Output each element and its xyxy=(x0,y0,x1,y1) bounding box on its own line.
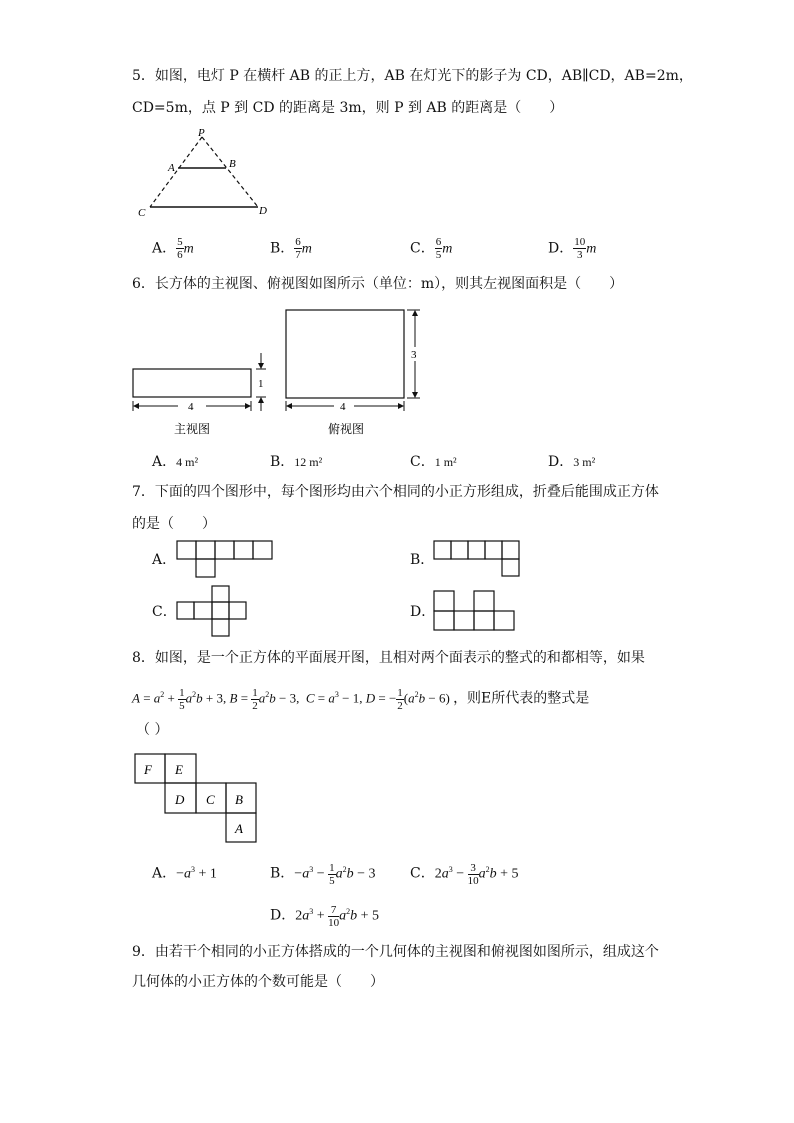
q5-label-p: P xyxy=(198,127,205,139)
q6-option-a[interactable]: A．4 m² xyxy=(152,454,199,470)
q8-face-d: D xyxy=(175,792,185,807)
q8-face-b: B xyxy=(235,792,243,807)
q8-option-b[interactable]: B．$-a^3$ − $\frac{1}{5}$ $a^2b - 3$ xyxy=(270,861,376,887)
q8-option-d[interactable]: D．$2a^3$ + $\frac{7}{10}$ $a^2b + 5$ xyxy=(270,903,380,929)
q8-option-c[interactable]: C．$2a^3$ − $\frac{3}{10}$ $a^2b + 5$ xyxy=(410,861,519,887)
q7-option-c[interactable]: C． xyxy=(152,604,177,620)
q7-net-c xyxy=(176,585,250,639)
q7-net-a xyxy=(176,540,274,580)
q7-option-b[interactable]: B． xyxy=(410,552,435,568)
q6-line1: 6．长方体的主视图、俯视图如图所示（单位：m），则其左视图面积是（ ） xyxy=(132,276,624,292)
q5-label-b: B xyxy=(229,158,236,170)
q8-line3: （ ） xyxy=(136,722,169,738)
q6-front-caption: 主视图 xyxy=(174,422,211,436)
q7-line1: 7．下面的四个图形中，每个图形均由六个相同的小正方形组成，折叠后能围成正方体 xyxy=(132,484,659,500)
q5-label-c: C xyxy=(138,207,146,219)
q7-net-b xyxy=(433,540,525,580)
q5-option-c[interactable]: C． $\frac{6}{5}$ m xyxy=(410,236,453,261)
q5-label-d: D xyxy=(259,205,267,217)
q8-option-a[interactable]: A．$-a^3 + 1$ xyxy=(152,865,217,882)
q6-option-d[interactable]: D．3 m² xyxy=(548,454,596,470)
q8-formula-tail: ，则E所代表的整式是 xyxy=(453,690,590,707)
q8-face-e: E xyxy=(175,762,183,777)
q6-option-c[interactable]: C．1 m² xyxy=(410,454,457,470)
q7-net-d xyxy=(433,590,517,634)
q8-cube-net xyxy=(133,752,259,844)
q5-option-d[interactable]: D． $\frac{10}{3}$ m xyxy=(548,236,597,261)
q9-line2: 几何体的小正方体的个数可能是（ ） xyxy=(132,974,384,990)
q5-label-a: A xyxy=(168,162,175,174)
q8-face-c: C xyxy=(206,792,215,807)
q8-face-a: A xyxy=(235,821,243,836)
q5-option-b[interactable]: B． $\frac{6}{7}$ m xyxy=(270,236,312,261)
q6-front-height: 1 xyxy=(258,378,264,390)
q7-line2: 的是（ ） xyxy=(132,516,216,532)
q6-views-figure xyxy=(128,305,428,440)
q6-option-b[interactable]: B．12 m² xyxy=(270,454,323,470)
q6-front-width: 4 xyxy=(188,401,194,413)
q7-option-d[interactable]: D． xyxy=(410,604,436,620)
q6-top-caption: 俯视图 xyxy=(328,422,365,436)
q5-option-a[interactable]: A． $\frac{5}{6}$ m xyxy=(152,236,194,261)
q8-line1: 8．如图，是一个正方体的平面展开图，且相对两个面表示的整式的和都相等，如果 xyxy=(132,650,645,666)
q5-line2: CD=5m，点 P 到 CD 的距离是 3m，则 P 到 AB 的距离是（ ） xyxy=(132,100,564,116)
q8-formula: $A = a^2$ + $\frac{1}{5}$ $a^2b + 3$, B = $\frac{1}{2}$ $a^2b - 3$, $C = a^3 - 1$, D = − $\frac{1}{2}$ $(a^2b - 6)$ ，则E所代表的整式是 xyxy=(132,686,590,712)
q5-lamp-figure xyxy=(130,125,280,220)
q9-line1: 9．由若干个相同的小正方体搭成的一个几何体的主视图和俯视图如图所示，组成这个 xyxy=(132,944,659,960)
q8-face-f: F xyxy=(144,762,152,777)
q7-option-a[interactable]: A． xyxy=(152,552,177,568)
q6-top-height: 3 xyxy=(411,349,417,361)
q5-line1: 5．如图，电灯 P 在横杆 AB 的正上方，AB 在灯光下的影子为 CD，AB∥CD，AB=2m， xyxy=(132,68,693,84)
q6-top-width: 4 xyxy=(340,401,346,413)
